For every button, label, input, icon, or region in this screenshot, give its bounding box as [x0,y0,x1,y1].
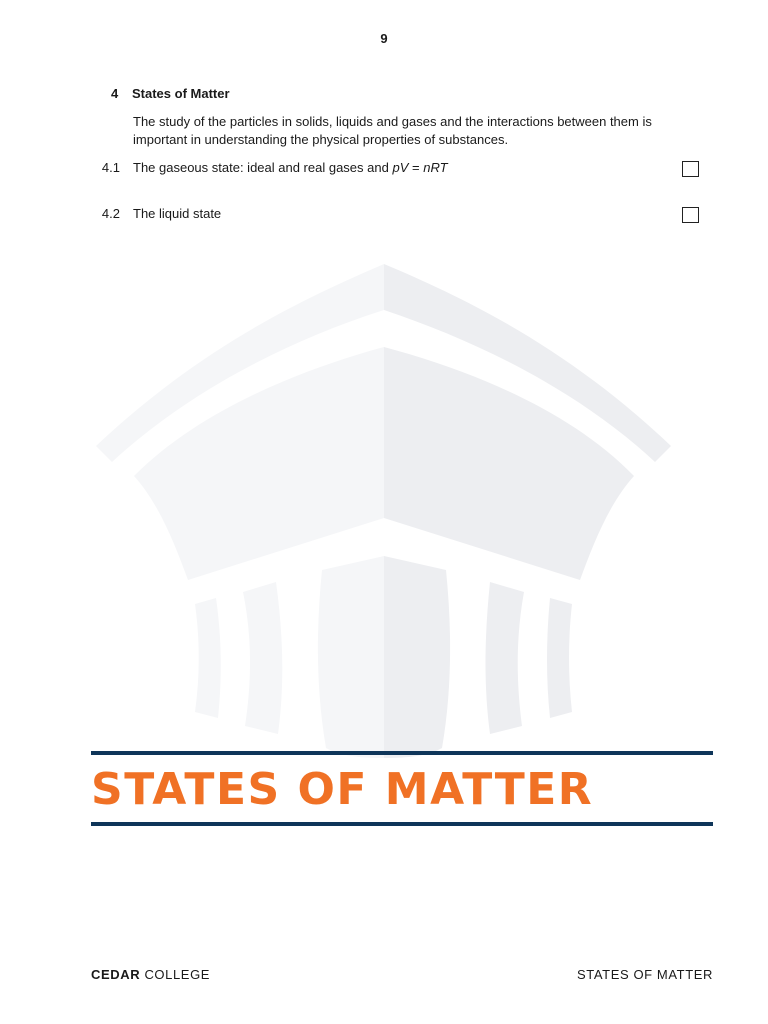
equation-v: V [399,160,409,175]
item-number: 4.2 [101,206,120,221]
item-text-prefix: The gaseous state: ideal and real gases and [133,160,393,175]
page-number: 9 [380,31,388,46]
footer-chapter-title: STATES OF MATTER [577,967,713,982]
banner-rule-top [91,751,713,755]
item-text: The liquid state [133,206,222,221]
banner-title: STATES OF MATTER [91,764,594,815]
section-intro: The study of the particles in solids, liquids and gases and the interactions between them is important in understanding the physical properties of substances. [133,114,652,147]
footer-college-bold: CEDAR [91,967,141,982]
section-number: 4 [111,86,119,101]
equation-n: n [423,160,431,175]
item-number: 4.1 [101,160,120,175]
section-title: States of Matter [132,86,230,101]
footer-college-name [91,967,210,982]
equation-p: p [392,160,400,175]
equation-equals: = [408,160,424,175]
banner-rule-bottom [91,822,713,826]
equation-rt: RT [430,160,448,175]
footer-college-regular: COLLEGE [140,967,211,982]
